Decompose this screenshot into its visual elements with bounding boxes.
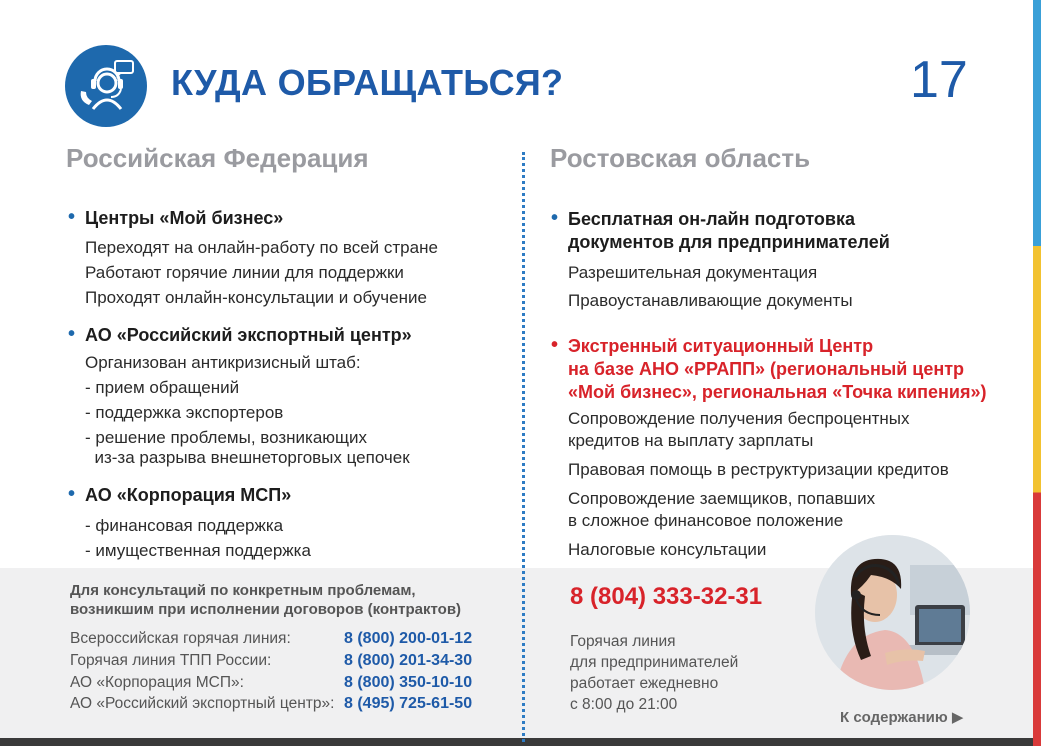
bullet-icon: • [68,323,76,345]
item-line: в сложное финансовое положение [568,511,844,530]
page-title: КУДА ОБРАЩАТЬСЯ? [171,62,564,103]
hotline-phone[interactable]: 8 (495) 725-61-50 [344,695,473,712]
item-line: Разрешительная документация [568,263,818,282]
hotline-schedule: Горячая линия для предпринимателей работает ежедневно с 8:00 до 21:00 [570,633,739,713]
hotline-row [70,630,473,648]
hotline-phone[interactable]: 8 (800) 200-01-12 [344,630,473,647]
item-line: Переходят на онлайн-работу по всей стране [85,238,438,257]
item-line: - поддержка экспортеров [85,403,284,422]
bullet-icon: • [68,206,76,228]
list-item-export-center [68,323,412,468]
support-headset-icon [65,45,147,127]
item-line: Сопровождение заемщиков, попавших [568,489,876,508]
item-line: из-за разрыва внешнеторговых цепочек [85,448,410,467]
list-item-emergency-center [551,334,987,561]
consultation-title: Для консультаций по конкретным проблемам, возникшим при исполнении договоров (контрактов) [70,582,462,618]
list-item-online-docs [551,207,890,315]
item-heading: «Мой бизнес», региональная «Точка кипения») [568,382,987,402]
list-item-msp-corp [68,483,311,563]
item-heading: Бесплатная он-лайн подготовка [568,209,856,229]
item-line: Правовая помощь в реструктуризации кредитов [568,460,949,479]
rostov-phone[interactable]: 8 (804) 333-32-31 [570,583,763,610]
page-number: 17 [910,51,968,109]
item-heading: АО «Корпорация МСП» [85,485,292,505]
hotline-row [70,695,473,713]
item-heading: АО «Российский экспортный центр» [85,325,412,345]
item-heading: Экстренный ситуационный Центр [568,336,874,356]
right-column-title: Ростовская область [550,143,811,173]
to-contents-link[interactable]: К содержанию ▶ [840,709,964,726]
operator-photo [815,535,970,690]
hotline-label: АО «Российский экспортный центр»: [70,695,335,712]
hotline-label: АО «Корпорация МСП»: [70,674,244,691]
bullet-icon: • [551,334,559,356]
item-line: кредитов на выплату зарплаты [568,431,814,450]
item-line: Налоговые консультации [568,540,767,559]
item-line: - финансовая поддержка [85,516,284,535]
item-line: Организован антикризисный штаб: [85,353,361,372]
item-line: - прием обращений [85,378,240,397]
hotline-label: Горячая линия ТПП России: [70,652,272,669]
item-line: - решение проблемы, возникающих [85,428,368,447]
hotline-row [70,674,473,692]
bullet-icon: • [68,483,76,505]
bullet-icon: • [551,207,559,229]
item-line: Проходят онлайн-консультации и обучение [85,288,427,307]
column-divider [522,152,525,742]
item-heading: документов для предпринимателей [568,232,890,252]
item-line: Сопровождение получения беспроцентных [568,409,910,428]
bottom-strip [0,738,1041,746]
hotline-phone[interactable]: 8 (800) 350-10-10 [344,674,473,691]
list-item-my-business [68,206,438,310]
color-edge [1033,0,1041,746]
left-column-title: Российская Федерация [66,143,369,173]
item-line: Правоустанавливающие документы [568,291,853,310]
item-heading: на базе АНО «РРАПП» (региональный центр [568,359,965,379]
hotline-phone[interactable]: 8 (800) 201-34-30 [344,652,473,669]
item-line: - имущественная поддержка [85,541,311,560]
item-line: Работают горячие линии для поддержки [85,263,404,282]
item-heading: Центры «Мой бизнес» [85,208,284,228]
hotline-row [70,652,473,670]
hotline-label: Всероссийская горячая линия: [70,630,291,647]
